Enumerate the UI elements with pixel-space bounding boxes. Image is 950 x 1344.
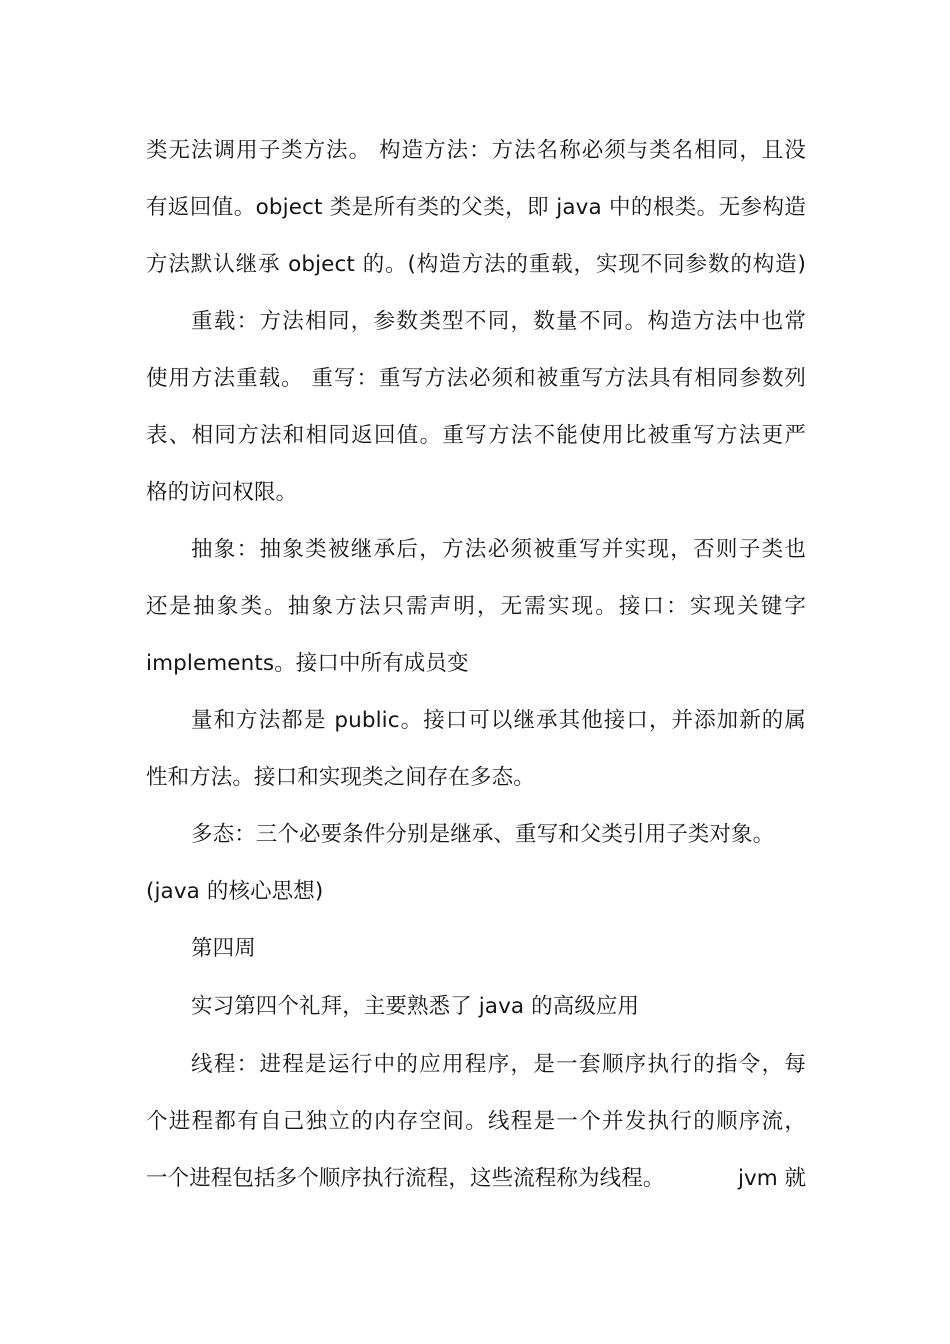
text-line: implements。接口中所有成员变 <box>146 651 469 676</box>
text-line: 表、相同方法和相同返回值。重写方法不能使用比被重写方法更严 <box>146 423 806 448</box>
text-line: 重载：方法相同，参数类型不同，数量不同。构造方法中也常 <box>191 309 806 334</box>
text-line-tail: jvm 就 <box>738 1166 806 1191</box>
text-line: 格的访问权限。 <box>146 480 298 505</box>
text-line: 一个进程包括多个顺序执行流程，这些流程称为线程。 <box>146 1166 665 1191</box>
text-line: 方法默认继承 object 的。(构造方法的重载，实现不同参数的构造) <box>146 252 806 277</box>
text-line: 多态：三个必要条件分别是继承、重写和父类引用子类对象。 <box>191 822 775 847</box>
text-line: (java 的核心思想) <box>146 879 324 904</box>
text-line: 类无法调用子类方法。 构造方法：方法名称必须与类名相同，且没 <box>146 138 806 163</box>
section-heading: 第四周 <box>191 936 256 961</box>
text-line: 量和方法都是 public。接口可以继承其他接口，并添加新的属 <box>191 708 806 733</box>
text-line: 个进程都有自己独立的内存空间。线程是一个并发执行的顺序流， <box>146 1109 806 1134</box>
text-line: 实习第四个礼拜，主要熟悉了 java 的高级应用 <box>191 994 640 1019</box>
text-line: 还是抽象类。抽象方法只需声明，无需实现。接口：实现关键字 <box>146 594 806 619</box>
text-line: 使用方法重载。 重写：重写方法必须和被重写方法具有相同参数列 <box>146 366 806 391</box>
text-line: 有返回值。object 类是所有类的父类，即 java 中的根类。无参构造 <box>146 195 806 220</box>
text-line: 性和方法。接口和实现类之间存在多态。 <box>146 765 535 790</box>
text-line: 抽象：抽象类被继承后，方法必须被重写并实现，否则子类也 <box>191 537 806 562</box>
text-line: 线程：进程是运行中的应用程序，是一套顺序执行的指令，每 <box>191 1052 806 1077</box>
